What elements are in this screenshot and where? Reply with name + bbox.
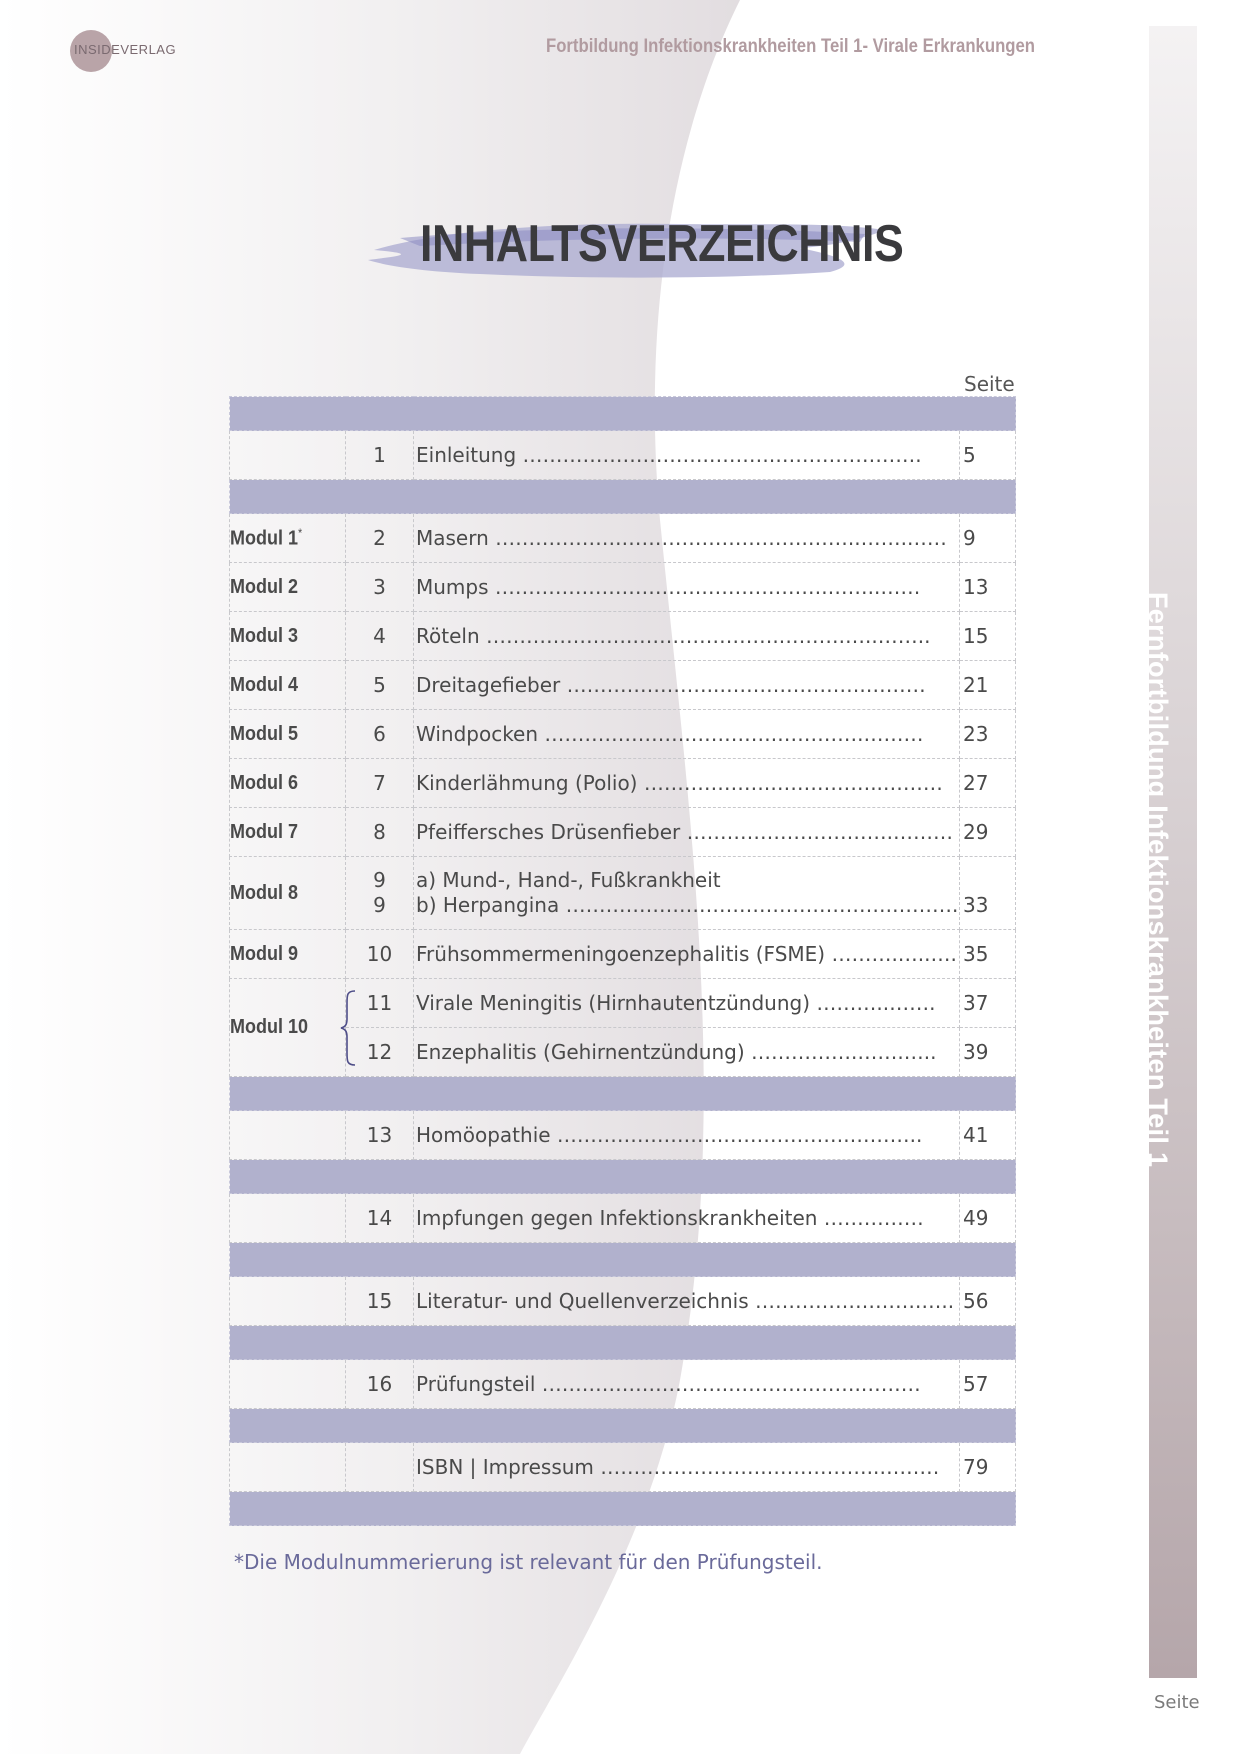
band-row: [230, 397, 1016, 431]
chapter-number: 13: [346, 1111, 414, 1160]
page-number: 23: [960, 710, 1016, 759]
chapter-title: Frühsommermeningoenzephalitis (FSME) ……….…..….: [414, 930, 960, 979]
chapter-number: [346, 1443, 414, 1492]
page-number: 21: [960, 661, 1016, 710]
seite-column-header: Seite: [964, 372, 1015, 396]
chapter-title: Kinderlähmung (Polio) ……………….……………..………: [414, 759, 960, 808]
toc-row-modul-1: [230, 514, 1016, 563]
page-number: 15: [960, 612, 1016, 661]
modul-label: Modul 6: [230, 771, 298, 794]
chapter-number: 5: [346, 661, 414, 710]
page-number: 41: [960, 1111, 1016, 1160]
footnote-mark: *: [297, 525, 303, 540]
toc-row-modul-10a: [230, 979, 1016, 1028]
footer-page-label: Seite: [1154, 1692, 1200, 1713]
chapter-number: 16: [346, 1360, 414, 1409]
modul-label: [230, 526, 302, 551]
logo-wordmark: [74, 42, 176, 57]
band-row: [230, 1326, 1016, 1360]
page-number: 56: [960, 1277, 1016, 1326]
band-row: [230, 1077, 1016, 1111]
toc-table: [229, 396, 1016, 1526]
toc-row-modul-7: [230, 808, 1016, 857]
chapter-number: 11: [366, 991, 393, 1015]
page-number: 33: [963, 893, 989, 917]
chapter-number: 9: [373, 868, 386, 892]
inside-verlag-logo: [70, 28, 180, 76]
page-number: 5: [960, 431, 1016, 480]
modul-label: Modul 9: [230, 942, 298, 965]
chapter-number: 1: [346, 431, 414, 480]
modul-1-label: Modul 1: [230, 527, 298, 550]
running-header: Fortbildung Infektionskrankheiten Teil 1- Virale Erkrankungen: [546, 36, 1036, 57]
chapter-title: Mumps ………………………….……………….……..……: [414, 563, 960, 612]
page-number: 9: [960, 514, 1016, 563]
modul-label: Modul 10: [230, 1016, 309, 1038]
toc-row-modul-9: [230, 930, 1016, 979]
chapter-title: Windpocken ………………….………….………….………: [414, 710, 960, 759]
chapter-title: Homöopathie …………………….……………….………..: [414, 1111, 960, 1160]
chapter-title: Enzephalitis (Gehirnentzündung) …………….…….…..: [414, 1028, 960, 1077]
chapter-number: 15: [346, 1277, 414, 1326]
chapter-title: Pfeiffersches Drüsenfieber ………………………….………: [414, 808, 960, 857]
chapter-number: 9: [373, 893, 386, 917]
modul-label: Modul 7: [230, 820, 298, 843]
band-row: [230, 1409, 1016, 1443]
chapter-title: Prüfungsteil ……………………….………….…….………: [414, 1360, 960, 1409]
band-row: [230, 480, 1016, 514]
chapter-title: Masern ……………….……………………….……..…….……: [414, 514, 960, 563]
band-row: [230, 1492, 1016, 1526]
toc-row-modul-3: [230, 612, 1016, 661]
page-number: 37: [960, 979, 1016, 1028]
page-number: 35: [960, 930, 1016, 979]
chapter-title: Röteln ………………….………………….……….…..……..: [414, 612, 960, 661]
band-row: [230, 1243, 1016, 1277]
modul-label: Modul 3: [230, 624, 298, 647]
chapter-number: 7: [346, 759, 414, 808]
page-number: 49: [960, 1194, 1016, 1243]
toc-row-homoeopathie: [230, 1111, 1016, 1160]
chapter-number: 3: [346, 563, 414, 612]
chapter-number: 12: [346, 1028, 414, 1077]
modul-label: Modul 8: [230, 881, 298, 904]
footnote: *Die Modulnummerierung ist relevant für den Prüfungsteil.: [234, 1550, 823, 1574]
toc-row-modul-5: [230, 710, 1016, 759]
page-number: 79: [960, 1443, 1016, 1492]
band-row: [230, 1160, 1016, 1194]
chapter-title: Virale Meningitis (Hirnhautentzündung) ………..…….: [414, 979, 960, 1028]
toc-row-modul-2: [230, 563, 1016, 612]
page-number: 13: [960, 563, 1016, 612]
toc-row-impressum: [230, 1443, 1016, 1492]
chapter-title: ISBN | Impressum …………………….……………..………: [414, 1443, 960, 1492]
chapter-title: a) Mund-, Hand-, Fußkrankheit: [416, 868, 721, 892]
chapter-number: 8: [346, 808, 414, 857]
page-number: 27: [960, 759, 1016, 808]
logo-text-right: VERLAG: [120, 42, 177, 57]
modul-label: Modul 2: [230, 575, 298, 598]
chapter-number: 10: [346, 930, 414, 979]
curly-brace-icon: [339, 989, 357, 1067]
chapter-title: Literatur- und Quellenverzeichnis …………………….…..: [414, 1277, 960, 1326]
chapter-number: 6: [346, 710, 414, 759]
chapter-title: Dreitagefieber …………………..………………….………: [414, 661, 960, 710]
toc-row-modul-8: [230, 857, 1016, 930]
sidebar-title: Fernfortbildung Infektionskrankheiten Teil 1: [1143, 592, 1173, 1168]
chapter-title: Einleitung ……………………….……….………………….: [414, 431, 960, 480]
chapter-title: Impfungen gegen Infektionskrankheiten ……………: [414, 1194, 960, 1243]
chapter-title: b) Herpangina ………………………………………….……….: [416, 893, 959, 917]
toc-row-impfungen: [230, 1194, 1016, 1243]
page-number: 57: [960, 1360, 1016, 1409]
modul-label: Modul 4: [230, 673, 298, 696]
toc-row-literatur: [230, 1277, 1016, 1326]
toc-row-einleitung: [230, 431, 1016, 480]
toc-row-modul-6: [230, 759, 1016, 808]
page-number: 29: [960, 808, 1016, 857]
title-block: [360, 200, 904, 290]
modul-label: Modul 5: [230, 722, 298, 745]
toc-row-pruefungsteil: [230, 1360, 1016, 1409]
chapter-number: 4: [346, 612, 414, 661]
toc-row-modul-4: [230, 661, 1016, 710]
page-number: 39: [960, 1028, 1016, 1077]
logo-text-left: INSIDE: [74, 42, 121, 57]
page-title: INHALTSVERZEICHNIS: [420, 215, 904, 273]
chapter-number: 14: [346, 1194, 414, 1243]
chapter-number: 2: [346, 514, 414, 563]
